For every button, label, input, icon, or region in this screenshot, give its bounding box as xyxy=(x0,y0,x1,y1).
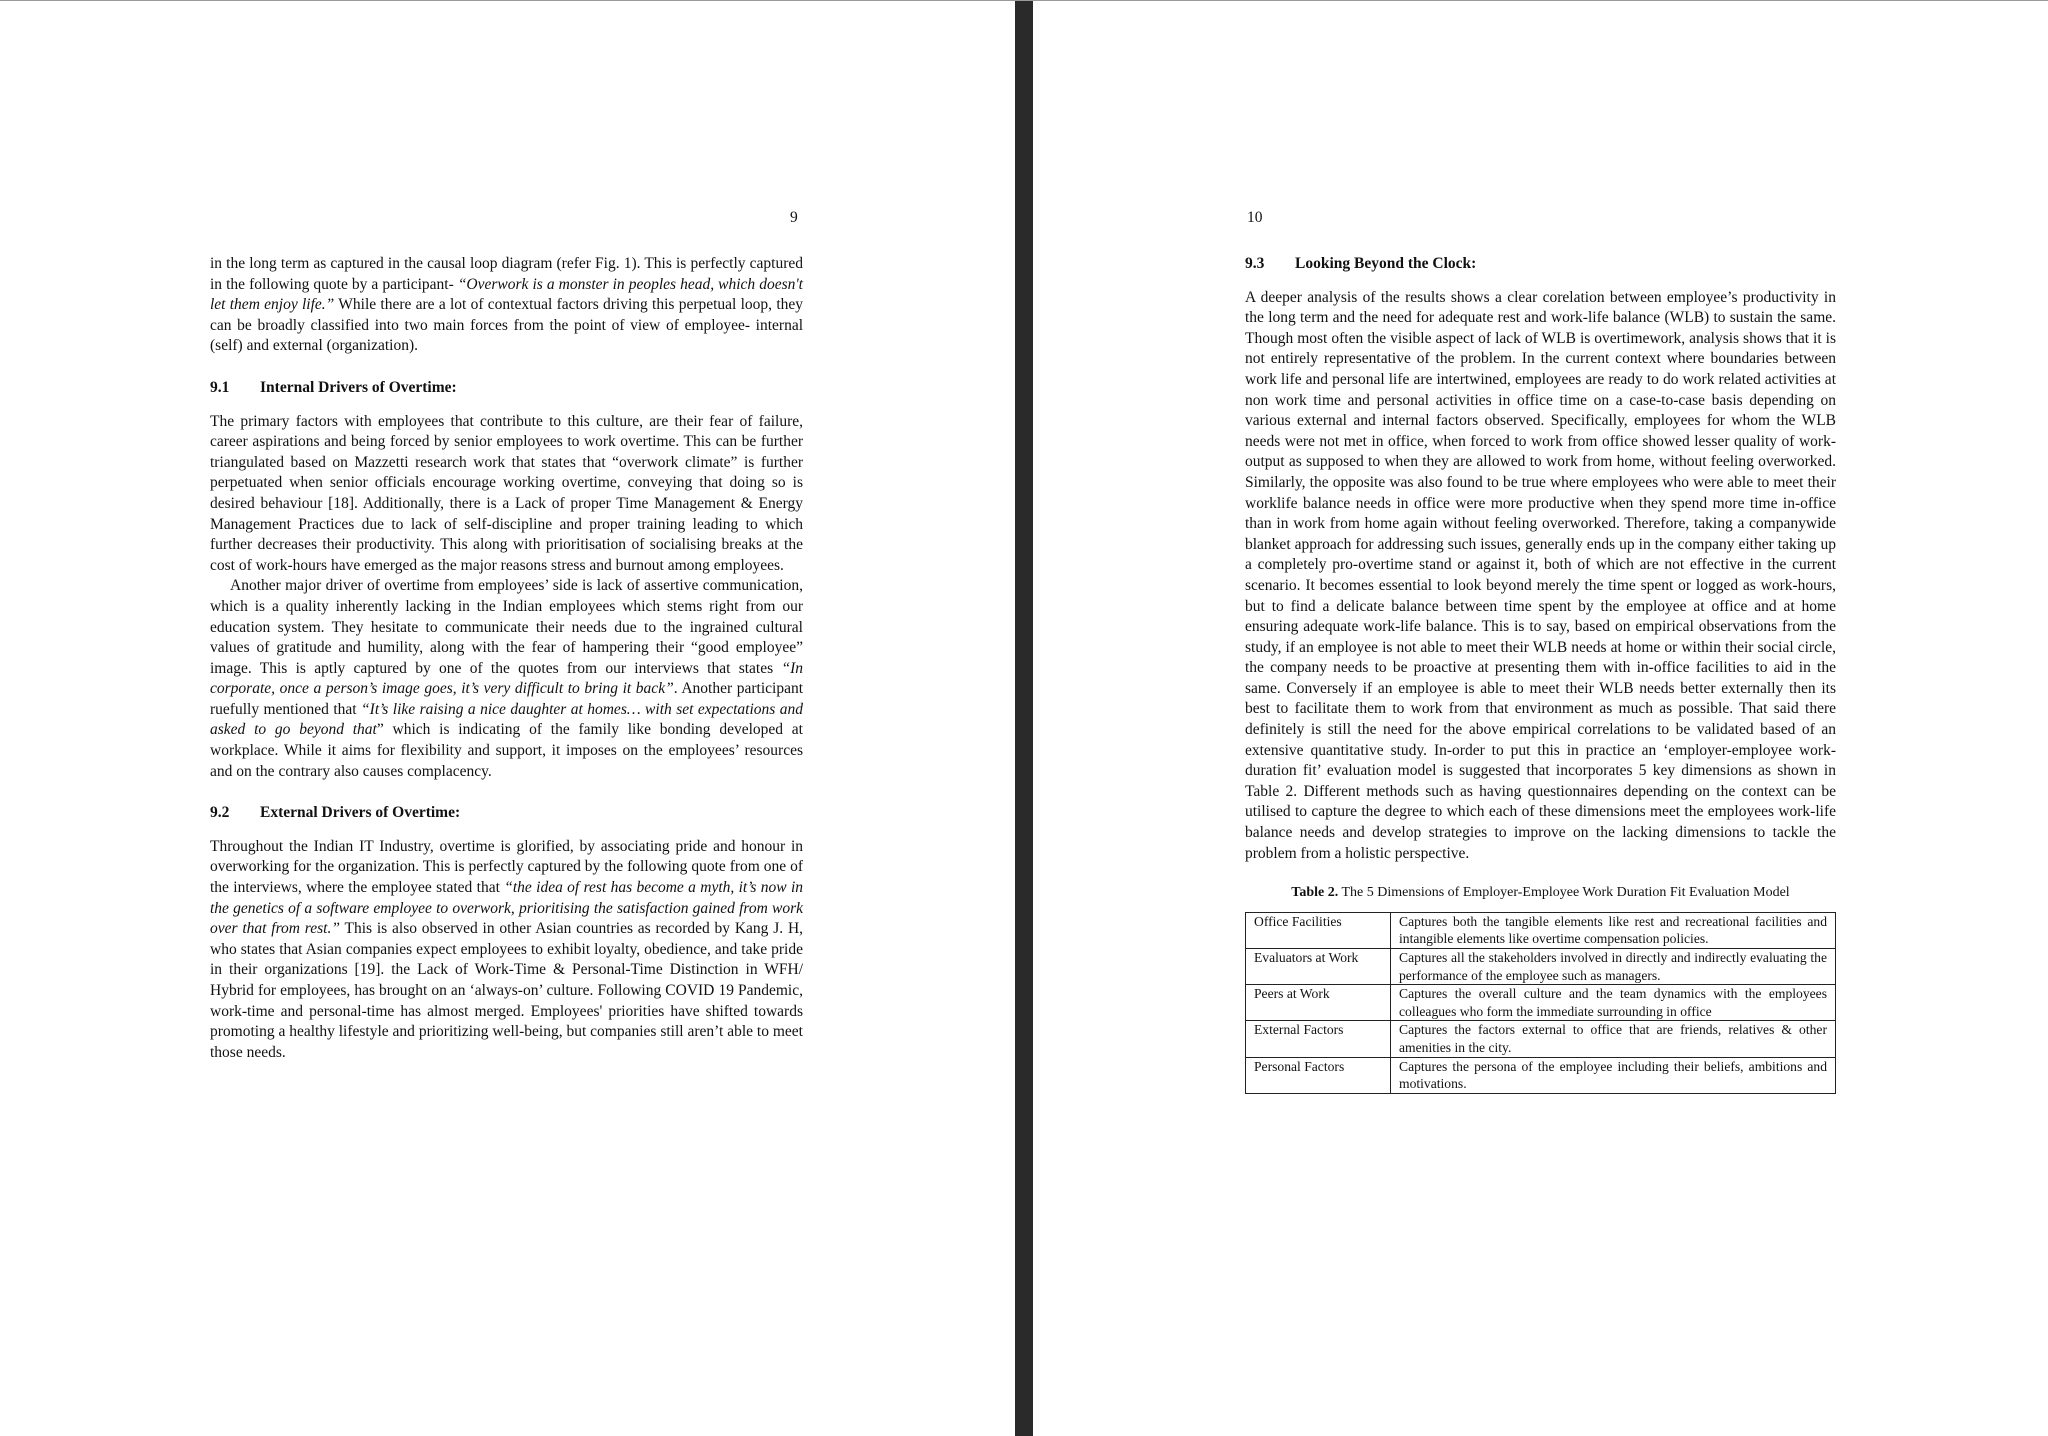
dimensions-table xyxy=(1245,912,1836,1094)
table-row xyxy=(1246,949,1836,985)
dimension-cell: Personal Factors xyxy=(1246,1057,1391,1093)
description-cell: Captures the factors external to office that are friends, relatives & other amenities in the city. xyxy=(1391,1021,1836,1057)
dimension-cell: Peers at Work xyxy=(1246,985,1391,1021)
interview-quote: “It’s like raising a nice daughter at homes… with set expectations and asked to go beyond that xyxy=(210,700,803,739)
page-9 xyxy=(0,1,1015,1436)
page-number: 9 xyxy=(790,209,798,226)
dimension-cell: External Factors xyxy=(1246,1021,1391,1057)
description-cell: Captures the overall culture and the team dynamics with the employees colleagues who form the immediate surrounding in office xyxy=(1391,985,1836,1021)
table-caption: Table 2. The 5 Dimensions of Employer-Employee Work Duration Fit Evaluation Model xyxy=(1291,885,1790,901)
table-row xyxy=(1246,1021,1836,1057)
interview-quote: “the idea of rest has become a myth, it’s now in the genetics of a software employee to overwork, prioritising the satisfaction gained from work over that from rest.” xyxy=(210,879,804,938)
dimension-cell: Office Facilities xyxy=(1246,912,1391,948)
participant-quote: “Overwork is a monster in peoples head, which doesn't let them enjoy life.” xyxy=(210,275,803,314)
viewer-top-border xyxy=(0,0,2048,1)
page-10 xyxy=(1033,1,2048,1436)
table-row xyxy=(1246,1057,1836,1093)
paragraph: The primary factors with employees that contribute to this culture, are their fear of failure, career aspirations and being forced by senior employees to work overtime. This can be further triangulated based on Mazzetti research work that states that “overwork climate” is further perpetuated when senior officials encourage working overtime, conveying that doing so is desired behaviour [18]. Additionally, there is a Lack of proper Time Management & Energy Management Practices due to lack of self-discipline and proper training leading to which further decreases their productivity. This along with prioritisation of socialising breaks at the cost of work-hours have emerged as the major reasons stress and burnout among employees. xyxy=(210,412,803,574)
right-page-body xyxy=(1245,254,1836,1094)
intro-paragraph: in the long term as captured in the causal loop diagram (refer Fig. 1). This is perfectly captured in the following quote by a participant- “Overwork is a monster in peoples head, which doesn't let them enjoy life.” While there are a lot of contextual factors driving this perpetual loop, they can be broadly classified into two main forces from the point of view of employee- internal (self) and external (organization). xyxy=(210,255,804,355)
section-heading-9-3: 9.3 Looking Beyond the Clock: xyxy=(1245,255,1477,272)
table-row xyxy=(1246,985,1836,1021)
interview-quote: “In corporate, once a person’s image goes, it’s very difficult to bring it back” xyxy=(210,659,803,698)
paragraph: A deeper analysis of the results shows a clear corelation between employee’s productivity in the long term and the need for adequate rest and work-life balance (WLB) to sustain the same. Though most often the visible aspect of lack of WLB is overtimework, analysis shows that it is not entirely representative of the problem. In the current context where boundaries between work life and personal life are intertwined, employees are ready to do work related activities at non work time and personal activities in office time on a case-to-case basis depending on various external and internal factors observed. Specifically, employees for whom the WLB needs were not met in office, when forced to work from office showed lesser quality of work-output as supposed to when they are allowed to work from home, without feeling overworked. Similarly, the opposite was also found to be true where employees who were able to meet their worklife balance needs in office were more productive when they spend more time in-office than in work from home again without feeling overworked. Therefore, taking a companywide blanket approach for addressing such issues, generally ends up in the company either taking up a completely pro-overtime stand or against it, both of which are not effective in the current scenario. It becomes essential to look beyond merely the time spent or logged as work-hours, but to find a delicate balance between time spent by the employee at office and at home ensuring adequate work-life balance. This is to say, based on empirical observations from the study, if an employee is not able to meet their WLB needs at home or within their social circle, the company needs to be proactive at presenting them with in-office facilities to aid in the same. Conversely if an employee is able to meet their WLB needs better externally then its best to facilitate them to work from that environment as much as possible. That said there definitely is still the need for the above empirical correlations to be validated based of an extensive quantitative study. In-order to put this in practice an ‘employer-employee work-duration fit’ evaluation model is suggested that incorporates 5 key dimensions as shown in Table 2. Different methods such as having questionnaires depending on the context can be utilised to capture the degree to which each of these dimensions meet the employees work-life balance needs and develop strategies to improve on the lacking dimensions to tackle the problem from a holistic perspective. xyxy=(1245,288,1836,862)
section-heading-9-1: 9.1 Internal Drivers of Overtime: xyxy=(210,378,457,396)
description-cell: Captures the persona of the employee including their beliefs, ambitions and motivations. xyxy=(1391,1057,1836,1093)
left-page-body xyxy=(210,254,803,1063)
description-cell: Captures all the stakeholders involved in directly and indirectly evaluating the performance of the employee such as managers. xyxy=(1391,949,1836,985)
description-cell: Captures both the tangible elements like rest and recreational facilities and intangible elements like overtime compensation policies. xyxy=(1391,912,1836,948)
dimension-cell: Evaluators at Work xyxy=(1246,949,1391,985)
table-row xyxy=(1246,912,1836,948)
section-heading-9-2: 9.2 External Drivers of Overtime: xyxy=(210,804,461,822)
paragraph: Throughout the Indian IT Industry, overtime is glorified, by associating pride and honour in overworking for the organization. This is perfectly captured by the following quote from one of the interviews, where the employee stated that “the idea of rest has become a myth, it’s now in the genetics of a software employee to overwork, prioritising the satisfaction gained from work over that from rest.” This is also observed in other Asian countries as recorded by Kang J. H, who states that Asian companies expect employees to exhibit loyalty, obedience, and take pride in their organizations [19]. the Lack of Work-Time & Personal-Time Distinction in WFH/ Hybrid for employees, has brought on an ‘always-on’ culture. Following COVID 19 Pandemic, work-time and personal-time has almost merged. Employees' priorities have shifted towards promoting a healthy lifestyle and prioritizing well-being, but companies still aren’t able to meet those needs. xyxy=(210,837,804,1061)
paragraph: Another major driver of overtime from employees’ side is lack of assertive communication, which is a quality inherently lacking in the Indian employees which stems right from our education system. They hesitate to communicate their needs due to the ingrained cultural values of gratitude and humility, along with the fear of hampering their “good employee” image. This is aptly captured by one of the quotes from our interviews that states “In corporate, once a person’s image goes, it’s very difficult to bring it back”. Another participant ruefully mentioned that “It’s like raising a nice daughter at homes… with set expectations and asked to go beyond that” which is indicating of the family like bonding developed at workplace. While it aims for flexibility and support, it imposes on the employees’ resources and on the contrary also causes complacency. xyxy=(210,577,804,780)
page-number: 10 xyxy=(1247,209,1263,226)
